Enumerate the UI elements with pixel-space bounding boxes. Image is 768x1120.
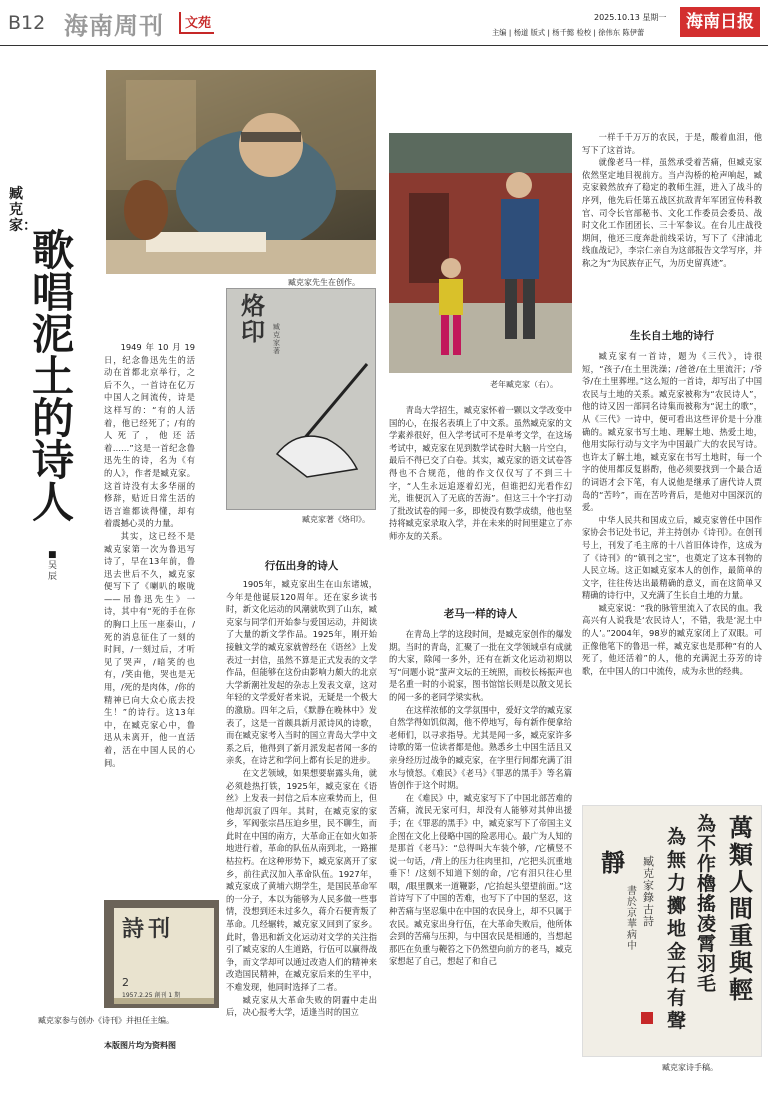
photo-writing <box>106 70 376 274</box>
journal-title: 詩刊 <box>122 916 175 942</box>
book-title: 烙印 <box>241 291 265 346</box>
paragraph: 在文艺领域，如果想要崭露头角，就必须趁热打铁，1925年，臧克家在《语丝》上发表一封信之后本应乘势而上，但他却沉寂了四年。其时，在臧克家的家乡，军阀张宗昌压迫乡里，民不聊生，而此时在中国的南方，大革命正在如火如荼地进行着，革命的队伍从南到北，一路摧枯拉朽。在这种形势下，臧克家离开了家乡，前往武汉加入革命队伍。1927年，臧克家成了黄埔六期学生，是国民革命军的一分子，本以为能够为人民多做一些事情，没想到还未过多久，蒋介石便背叛了革命。几经辗转，臧克家又回到了家乡。此时，鲁迅和新文化运动对文学的关注指引了臧克家的人生道路，行伍可以赢得战争，而文学却可以通过改造人们的精神来改造国民精神，在臧克家后来的生平中，不难发现，他同时选择了二者。 <box>226 767 377 992</box>
paragraph: 在《难民》中，臧克家写下了中国北部苦难的苦痛，流民无家可归，却没有人能够对其伸出援手；在《罪恶的黑手》中，臧克家写下了帝国主义企图在文化上侵略中国的险恶用心。最广为人知的是那首《老马》：“总得叫大车装个够，/它横竖不说一句话，/背上的压力往肉里扣，/它把头沉重地垂下！/这刻不知道下刻的命，/它有泪只往心里咽，/眼里飘来一道鞭影，/它抬起头望望前面。”这首诗写下了中国的苦难，也写下了中国的坚忍，这种苦痛与坚忍集中在中国的农民身上，却不只属于农民。臧克家出身行伍，在大革命失败后，他所体会到的苦痛与压抑，与中国农民是相通的，当想起那匹在负重与鞭笞之下仍然望向前方的老马，臧克家想起了自己，想起了和自己 <box>389 792 572 967</box>
paragraph: 就像老马一样，虽然承受着苦痛，但臧克家依然坚定地目视前方。当卢沟桥的枪声响起，臧克家毅然放弃了稳定的教师生涯，进入了战斗的序列，他先后任第五战区抗敌青年军团宣传科教官、司令长官部秘书、文化工作委员会委员、战时文化工作团团长、三十军参议。在台儿庄战役期间，他还三度奔赴前线采访，写下了《津浦北线血战记》，李宗仁亲自为这部报告文学写序，并称之为“为民族存正气，为历史留真迹”。 <box>582 157 762 268</box>
caption-old-man: 老年臧克家（右）。 <box>490 380 558 389</box>
headline-title: 歌唱泥土的诗人 <box>32 226 75 527</box>
paragraph: 中华人民共和国成立后，臧克家曾任中国作家协会书记处书记，并主持创办《诗刊》。在创刊号上，刊发了毛主席的十八首旧体诗作，这成为了《诗刊》的“镇刊之宝”，也奠定了这本刊物的人民立场。这正如臧克家本人的创作，最简单的文字，往往传达出最精确的意义，而在这简单又精确的诗行中，又充满了生长自土地的力量。 <box>582 514 762 601</box>
byline: ■ 吴辰 <box>48 550 58 582</box>
paragraph: 1949年10月19日，纪念鲁迅先生的活动在首都北京举行，之后不久，一首诗在亿万中国人之间流传，诗是这样写的：“有的人活着，他已经死了；/有的人死了，他还活着……”这是一首纪念鲁迅先生的诗，名为《有的人》，作者是臧克家。这首诗没有太多华丽的修辞，贴近日常生活的语言谁都读得懂，却有着震撼心灵的力量。 <box>104 342 195 529</box>
column-a <box>226 578 377 1108</box>
paragraph: 在这样浓郁的文学氛围中，爱好文学的臧克家自然学得如饥似渴，他不停地写，每有新作便拿给老师们，以寻求指导。尤其是闻一多，臧克家许多诗歌的第一位读者都是他。熟悉乡土中国生活且又亲身经历过战争的臧克家，在字里行间都充满了泪水与愤怒。《难民》《老马》《罪恶的黑手》等名篇皆创作于这个时期。 <box>389 704 572 791</box>
headline-kicker: 臧克家： <box>9 186 37 234</box>
photo-old-man <box>389 133 572 373</box>
paragraph: 臧克家从大革命失败的阴霾中走出后，决心报考大学，适逢当时的国立 <box>226 994 377 1018</box>
paragraph: 一样千千万万的农民，于是，酸着血泪，他写下了这首诗。 <box>582 132 762 155</box>
journal-issue: 2 <box>122 976 129 989</box>
paragraph: 臧克家说：“我的脉管里流入了农民的血。我高兴有人说我是‘农民诗人’，不错，我是‘泥土中的人’。”2004年，98岁的臧克家闭上了双眼。可正像他笔下的鲁迅一样，臧克家也是那种“有的人死了，他还活着”的人，他的充满泥土芬芳的诗歌，在中国人的口中流传，成为永世的经典。 <box>582 602 762 676</box>
masthead-bar <box>0 0 768 46</box>
caption-journal: 臧克家参与创办《诗刊》并担任主编。 <box>38 1016 174 1025</box>
seal-stamp <box>641 1012 653 1024</box>
column-d-bottom <box>582 350 762 798</box>
calligraphy-col-3: 為無力擲地金石有聲 <box>667 826 687 1032</box>
caption-book: 臧克家著《烙印》。 <box>302 515 370 524</box>
calligraphy-col-6: 書於京華 病中 <box>627 886 637 952</box>
hand-with-pen <box>267 359 376 479</box>
paragraph: 在青岛上学的这段时间，是臧克家创作的爆发期。当时的青岛，汇聚了一批在文学领域卓有成就的大家，除闻一多外，还有在新文化运动初期以写“问题小说”蜚声文坛的王统照，而校长杨振声也是名重一时的小说家，图书馆馆长则是以散文见长的闻一多的老同学梁实秋。 <box>389 629 572 702</box>
journal-cover <box>114 908 214 1004</box>
brand-logo: 海南周刊 <box>64 12 164 40</box>
section-tag: 文苑 <box>179 12 214 34</box>
subheading-2: 老马一样的诗人 <box>443 608 518 620</box>
page-number: B12 <box>8 12 46 34</box>
credits: 主编 | 杨道 版式 | 杨千懿 检校 | 徐伟东 陈伊蕾 <box>492 28 645 37</box>
journal-date: 1957.2.25 創刊 1 期 <box>122 992 181 999</box>
paragraph: 1905年，臧克家出生在山东诸城，今年是他诞辰120周年。还在家乡读书时，新文化运动的风潮就吹到了山东，臧克家与同学们开始参与爱国运动，并阅读了大量的新文学作品。1925年，刚开始接触文学的臧克家就曾经在《语丝》上发表过一封信，虽然不算是正式发表的文学作品，但能够在这份由影响力颇大的北京大学新潮社发起的杂志上发表文章，这对年轻的文学爱好者来说，无疑是一个极大的激励。四年之后，《默静在晚林中》发表了，这是一首颇具新月派诗风的诗歌，而在臧克家考入当时的国立青岛大学中文系之后，他得到了新月派发起者闻一多的亲炙，在诗艺和学问上都有长足的进步。 <box>226 579 377 766</box>
photo-journal <box>104 900 219 1008</box>
issue-date: 2025.10.13 星期一 <box>594 13 667 22</box>
calligraphy-col-4: 靜 <box>601 848 625 877</box>
calligraphy-col-1: 萬類人間重與輕 <box>729 813 753 1004</box>
paragraph: 其实，这已经不是臧克家第一次为鲁迅写诗了，早在13年前，鲁迅去世后不久，臧克家便写下了《喇叭的喉咙——吊鲁迅先生》一诗，其中有“死的手在你的胸口上压一座泰山，/死的消息征住了一刻的时间，/一刻过后，才听见了哭声，/暗笑的也有，/笑由他，哭也是无用，/死的是肉体，/你的精神已向大众心底去投生！”的诗行。这13年中，在臧克家心中，鲁迅从未离开，他一直活着，活在中国人民的心间。 <box>104 530 195 768</box>
photo-book <box>226 288 376 510</box>
book-author: 臧克家著 <box>273 323 280 355</box>
paragraph: 青岛大学招生，臧克家怀着一颗以文学改变中国的心，在报名表填上了中文系。虽然臧克家的文学素养很好，但入学考试可不是单考文学，在这场考试中，臧克家在见到数学试卷时大脑一片空白，最后不得已交了白卷。其实，臧克家的语文试卷答得也不合规范，他的作文仅仅写了不到三十字，“人生永远追逐着幻光，但谁把幻光看作幻光，谁便沉入了无底的苦海”。但这三十个字打动了批改试卷的闻一多，即使没有数学成绩，他也坚持将臧克家录取入学，并在未来的时间里建立了亦师亦友的关系。 <box>389 405 572 541</box>
calligraphy-col-5: 臧克家 錄 古詩 <box>643 855 654 928</box>
writing-scene <box>106 70 376 274</box>
calligraphy-col-2: 為不作櫓搖凌霄羽毛 <box>697 813 717 995</box>
intro-text <box>104 341 195 859</box>
paragraph: 臧克家有一首诗，题为《三代》，诗很短，“孩子/在土里洗澡；/爸爸/在土里流汗；/爷爷/在土里葬埋。”这么短的一首诗，却写出了中国农民与土地的关系。臧克家被称为“农民诗人”，他的诗又因一部同名诗集而被称为“泥土的歌”，从《三代》一诗中，便可看出这些评价是十分准确的。臧克家书写土地、理解土地、热爱土地，他用实际行动与文字为中国最广大的农民写诗。也许太了解土地，臧克家在书写土地时，每一个字的使用都反复斟酌，他必须要找到一个最合适的词语才会下笔，有人说他是继承了唐代诗人贾岛的“苦吟”，而在苦吟背后，是他对中国深沉的爱。 <box>582 351 762 513</box>
photo-source-note: 本版图片均为资料图 <box>104 1041 176 1050</box>
column-d-top <box>582 131 762 319</box>
newspaper-logo: 海南日报 <box>680 7 760 37</box>
calligraphy-manuscript <box>582 805 762 1057</box>
subheading-1: 行伍出身的诗人 <box>264 560 339 572</box>
caption-writing: 臧克家先生在创作。 <box>288 278 360 287</box>
column-c <box>389 628 572 1108</box>
courtyard-scene <box>389 133 572 373</box>
caption-calligraphy: 臧克家诗手稿。 <box>662 1063 718 1072</box>
subheading-3: 生长自土地的诗行 <box>630 330 714 342</box>
column-b <box>389 404 572 594</box>
